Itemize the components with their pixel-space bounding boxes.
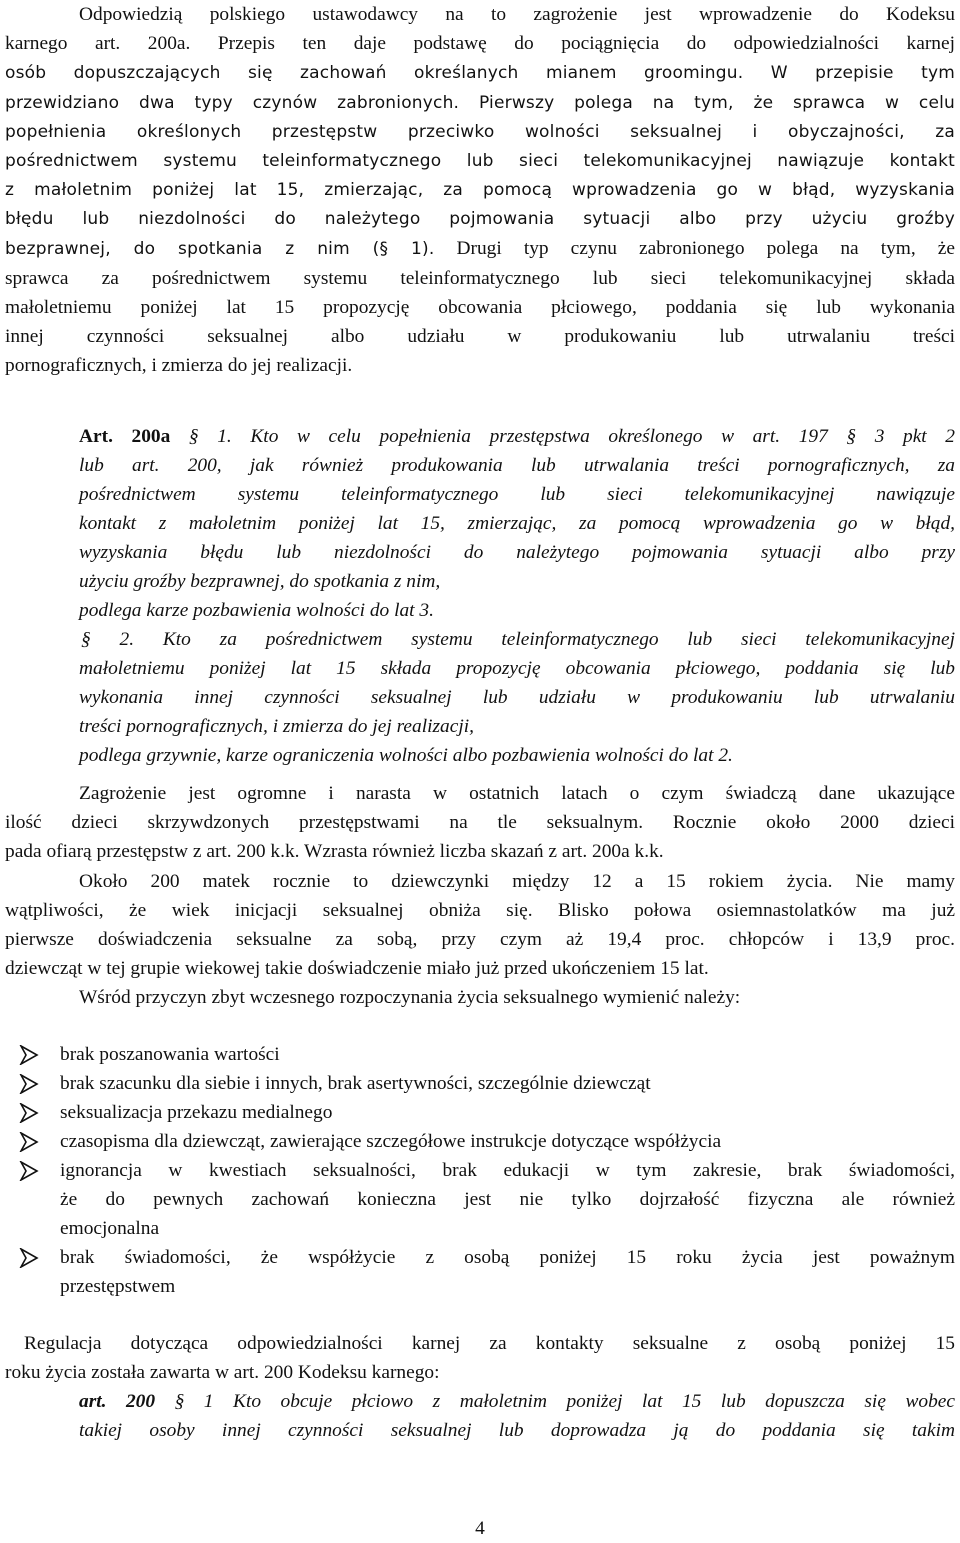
text-line: sprawca za pośrednictwem systemu teleinformatycznego lub sieci telekomunikacyjnej składa [5,268,955,289]
intro-paragraph [5,0,955,380]
list-item-text: ignorancja w kwestiach seksualności, brak edukacji w tym zakresie, brak świadomości, [60,1160,955,1181]
text-line: małoletniemu poniżej lat 15 propozycję obcowania płciowego, poddania się lub wykonania [5,297,955,318]
text-line: pornograficznych, i zmierza do jej realizacji. [5,355,353,376]
text-line: innej czynności seksualnej albo udziału w produkowaniu lub utrwalaniu treści [5,326,955,347]
list-item-text: seksualizacja przekazu medialnego [60,1102,333,1123]
text-line: podlega grzywnie, karze ograniczenia wolności albo pozbawienia wolności do lat 2. [79,745,733,766]
text-line: wątpliwości, że wiek inicjacji seksualnej obniża się. Blisko połowa osiemnastolatków ma już [5,900,955,921]
list-item [5,1069,955,1098]
text-line: Około 200 matek rocznie to dziewczynki między 12 a 15 rokiem życia. Nie mamy [79,871,955,892]
causes-list-wrapper [5,1040,955,1301]
list-item-text: brak szacunku dla siebie i innych, brak asertywności, szczególnie dziewcząt [60,1073,651,1094]
text-line [5,88,955,118]
list-item-text: brak poszanowania wartości [60,1044,280,1065]
text-line: kontakt z małoletnim poniżej lat 15, zmierzając, za pomocą wprowadzenia go w błąd, [79,513,955,534]
text-line: użyciu groźby bezprawnej, do spotkania z nim, [79,571,441,592]
text-line: roku życia została zawarta w art. 200 Kodeksu karnego: [5,1362,440,1383]
text-line: z małoletnim poniżej lat 15, zmierzając, za pomocą wprowadzenia go w błąd, wyzyskania [5,180,955,200]
text-line: karnego art. 200a. Przepis ten daje podstawę do pociągnięcia do odpowiedzialności karnej [5,33,955,54]
article-200a-quote [79,422,955,770]
article-200-quote [79,1387,955,1445]
text-line: Odpowiedzią polskiego ustawodawcy na to zagrożenie jest wprowadzenie do Kodeksu [79,4,955,25]
text-line [5,58,955,88]
list-item-text: przestępstwem [60,1276,176,1297]
list-item-text: brak świadomości, że współżycie z osobą poniżej 15 roku życia jest poważnym [60,1247,955,1268]
list-item-text: że do pewnych zachowań konieczna jest nie tylko dojrzałość fizyczna ale również [60,1189,955,1210]
text-line: popełnienia określonych przestępstw przeciwko wolności seksualnej i obyczajności, za [5,122,955,142]
list-item [5,1127,955,1156]
causes-paragraph [5,867,955,1012]
text-span: Pierwszy polega na tym, że sprawca w celu [459,93,956,113]
text-line: Regulacja dotycząca odpowiedzialności karnej za kontakty seksualne z osobą poniżej 15 [24,1333,955,1354]
text-line [79,1387,955,1416]
list-item-text: czasopisma dla dziewcząt, zawierające szczegółowe instrukcje dotyczące współżycia [60,1131,722,1152]
arrowhead-bullet-icon [19,1248,39,1268]
text-line [5,234,955,264]
text-line: małoletniemu poniżej lat 15 składa propozycję obcowania płciowego, poddania się lub [79,658,955,679]
text-line: pierwsze doświadczenia seksualne za sobą, przy czym aż 19,4 proc. chłopców i 13,9 proc. [5,929,955,950]
text-line: pada ofiarą przestępstw z art. 200 k.k. Wzrasta również liczba skazań z art. 200a k.k. [5,841,664,862]
list-item [5,1243,955,1301]
arrowhead-bullet-icon [19,1161,39,1181]
text-line: § 2. Kto za pośrednictwem systemu teleinformatycznego lub sieci telekomunikacyjnej [81,629,955,650]
regulation-paragraph [5,1329,955,1387]
arrowhead-bullet-icon [19,1132,39,1152]
arrowhead-bullet-icon [19,1103,39,1123]
article-heading: art. 200 [79,1391,156,1412]
text-line: podlega karze pozbawienia wolności do lat 3. [79,600,434,621]
text-line: wyzyskania błędu lub niezdolności do należytego pojmowania sytuacji albo przy [79,542,955,563]
page-number: 4 [475,1518,485,1539]
text-span: § 1. Kto w celu popełnienia przestępstwa określonego w art. 197 § 3 pkt 2 [188,426,955,447]
text-span: W przepisie tym [743,63,955,83]
list-item [5,1156,955,1243]
text-line: treści pornograficznych, i zmierza do jej realizacji, [79,716,474,737]
statistics-paragraph [5,779,955,866]
text-line: dziewcząt w tej grupie wiekowej takie doświadczenie miało już przed ukończeniem 15 lat. [5,958,709,979]
arrowhead-bullet-icon [19,1074,39,1094]
text-line: Zagrożenie jest ogromne i narasta w ostatnich latach o czym świadczą dane ukazujące [79,783,955,804]
list-item-text: emocjonalna [60,1218,160,1239]
text-line: wykonania innej czynności seksualnej lub udziału w produkowaniu lub utrwalaniu [79,687,955,708]
arrowhead-bullet-icon [19,1045,39,1065]
text-line: ilość dzieci skrzywdzonych przestępstwami na tle seksualnym. Rocznie około 2000 dzieci [5,812,955,833]
list-item [5,1098,955,1127]
text-line: błędu lub niezdolności do należytego pojmowania sytuacji albo przy użyciu groźby [5,209,955,229]
text-span: § 1 Kto obcuje płciowo z małoletnim poniżej lat 15 lub dopuszcza się wobec [174,1391,955,1412]
article-heading: Art. 200a [79,426,171,447]
text-line: Wśród przyczyn zbyt wczesnego rozpoczynania życia seksualnego wymienić należy: [79,987,741,1008]
text-line: lub art. 200, jak również produkowania lub utrwalania treści pornograficznych, za [79,455,955,476]
list-item [5,1040,955,1069]
text-span: bezprawnej, do spotkania z nim (§ 1). [5,239,435,259]
text-line: pośrednictwem systemu teleinformatycznego lub sieci telekomunikacyjnej nawiązuje [79,484,955,505]
text-span: przewidziano dwa typy czynów zabronionych. [5,93,460,113]
text-line: takiej osoby innej czynności seksualnej lub doprowadza ją do poddania się takim [79,1420,955,1441]
text-line [79,422,955,451]
causes-list [5,1040,955,1301]
text-span: Drugi typ czynu zabronionego polega na tym, że [434,238,955,259]
text-span: osób dopuszczających się zachowań określanych mianem groomingu. [5,63,744,83]
text-line: pośrednictwem systemu teleinformatycznego lub sieci telekomunikacyjnej nawiązuje kontakt [5,151,955,171]
